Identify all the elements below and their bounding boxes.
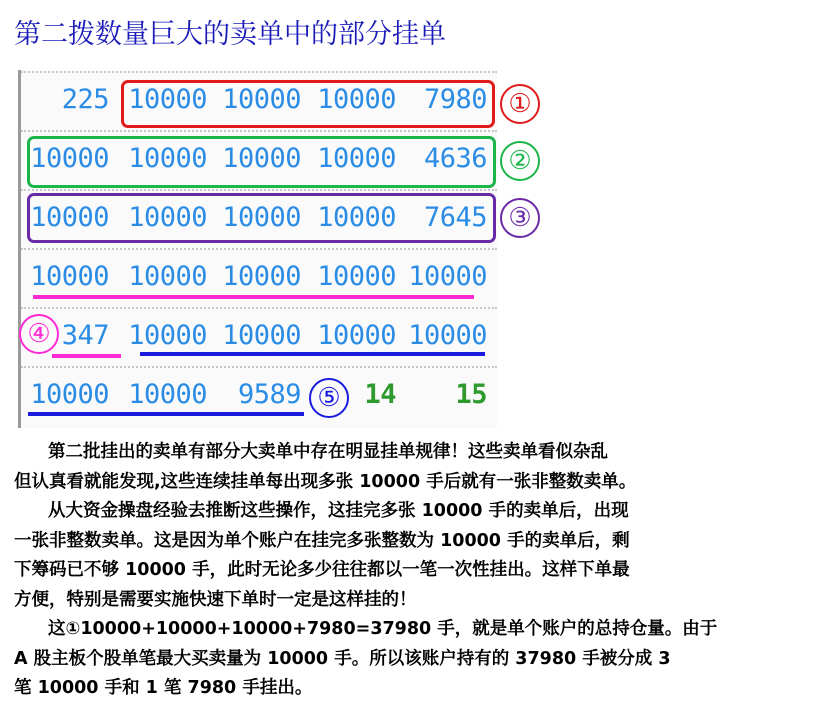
paragraph-line: 下筹码已不够 10000 手，此时无论多少往往都以一笔一次性挂出。这样下单最 [14, 560, 630, 580]
marker-5: ⑤ [309, 378, 349, 418]
order-cell: 10000 [408, 261, 487, 292]
order-cell: 10000 [222, 261, 301, 292]
order-cell: 10000 [317, 261, 396, 292]
order-cell: 10000 [128, 202, 207, 233]
order-cell: 10000 [30, 379, 109, 410]
paragraph-line: 但认真看就能发现,这些连续挂单每出现多张 10000 手后就有一张非整数卖单。 [14, 471, 637, 492]
paragraph-line: 笔 10000 手和 1 笔 7980 手挂出。 [14, 678, 313, 698]
paragraph-line: 这①10000+10000+10000+7980=37980 手，就是单个账户的总持仓量。由于 [48, 619, 718, 639]
page-title: 第二拨数量巨大的卖单中的部分挂单 [14, 19, 446, 50]
order-cell: 10000 [408, 320, 487, 351]
order-cell: 10000 [30, 143, 109, 174]
highlight-box-3 [27, 193, 496, 243]
marker-3: ③ [500, 198, 540, 238]
highlight-box-1 [121, 80, 495, 128]
order-cell: 10000 [30, 202, 109, 233]
order-cell: 347 [61, 320, 109, 351]
paragraph-line: A 股主板个股单笔最大买卖量为 10000 手。所以该账户持有的 37980 手被分成 3 [14, 648, 671, 669]
order-cell: 10000 [128, 320, 207, 351]
highlight-box-2 [27, 136, 496, 188]
order-cell: 15 [455, 379, 487, 410]
order-cell: 10000 [128, 84, 207, 115]
marker-1: ① [500, 84, 540, 124]
order-cell: 9589 [237, 379, 301, 410]
underline-blue-row6 [28, 412, 304, 416]
order-cell: 10000 [30, 261, 109, 292]
order-cell: 10000 [128, 261, 207, 292]
paragraph-line: 从大资金操盘经验去推断这些操作，这挂完多张 10000 手的卖单后，出现 [48, 501, 629, 521]
paragraph-line: 一张非整数卖单。这是因为单个账户在挂完多张整数为 10000 手的卖单后，剩 [14, 530, 630, 551]
order-cell: 10000 [222, 202, 301, 233]
explanation-text [14, 438, 804, 704]
order-cell: 7980 [423, 84, 487, 115]
order-row [21, 367, 497, 425]
marker-4: ④ [19, 314, 59, 354]
paragraph-line: 方便，特别是需要实施快速下单时一定是这样挂的！ [14, 589, 417, 610]
order-cell: 10000 [222, 143, 301, 174]
marker-2: ② [500, 141, 540, 181]
order-cell: 14 [364, 379, 396, 410]
order-cell: 10000 [317, 320, 396, 351]
underline-magenta-row4 [33, 295, 474, 299]
order-cell: 10000 [128, 379, 207, 410]
paragraph-line: 第二批挂出的卖单有部分大卖单中存在明显挂单规律！这些卖单看似杂乱 [48, 442, 608, 462]
order-cell: 10000 [222, 320, 301, 351]
order-cell: 10000 [128, 143, 207, 174]
order-cell: 10000 [317, 143, 396, 174]
order-cell: 7645 [423, 202, 487, 233]
order-cell: 10000 [317, 202, 396, 233]
order-cell: 4636 [423, 143, 487, 174]
underline-magenta-347 [52, 354, 121, 358]
underline-blue-row5 [140, 352, 485, 356]
order-cell: 10000 [317, 84, 396, 115]
order-cell: 10000 [222, 84, 301, 115]
order-cell: 225 [61, 84, 109, 115]
